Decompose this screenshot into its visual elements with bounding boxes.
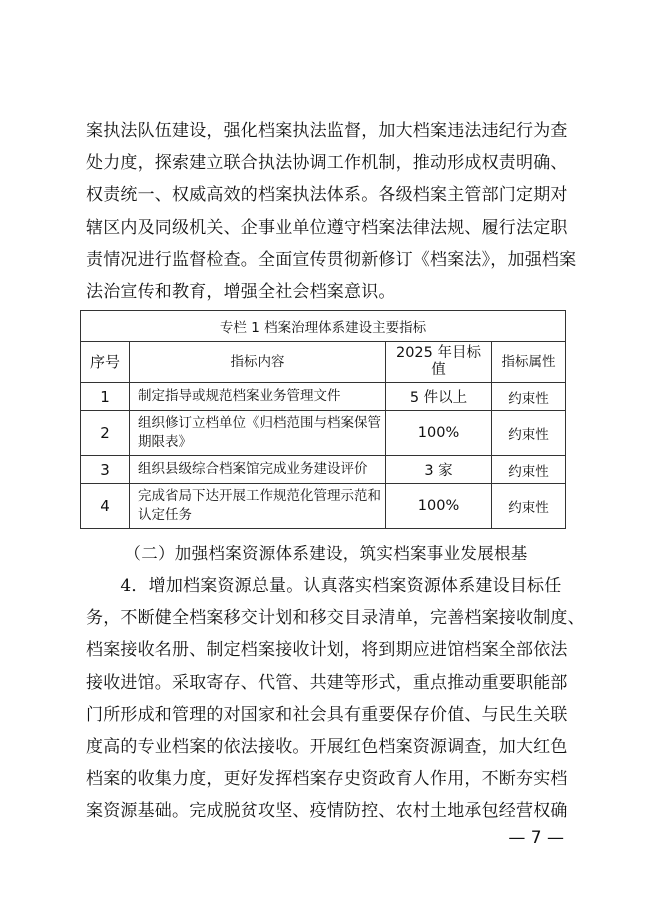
text-line: 门所形成和管理的对国家和社会具有重要保存价值、与民生关联 [86,704,568,725]
section-subheading: （二）加强档案资源体系建设，筑实档案事业发展根基 [124,544,528,563]
row-content: 完成省局下达开展工作规范化管理示范和认定任务 [130,484,386,529]
table-row [81,383,566,411]
row-content: 组织修订立档单位《归档范围与档案保管期限表》 [130,411,386,456]
text-line: 辖区内及同级机关、企事业单位遵守档案法律法规、履行法定职 [86,217,568,238]
text-line: 档案接收名册、制定档案接收计划，将到期应进馆档案全部依法 [86,640,568,661]
row-target: 100% [386,484,492,529]
body-paragraph-1 [86,115,577,308]
text-line: 4．增加档案资源总量。认真落实档案资源体系建设目标任 [86,576,562,596]
header-target: 2025 年目标值 [386,342,492,383]
text-line: 档案的收集力度，更好发挥档案存史资政育人作用，不断夯实档 [86,769,568,790]
text-line: 务，不断健全档案移交计划和移交目录清单，完善档案接收制度、 [86,608,585,629]
header-attr: 指标属性 [492,342,566,383]
text-line: 权责统一、权威高效的档案执法体系。各级档案主管部门定期对 [86,185,568,206]
header-content: 指标内容 [130,342,386,383]
row-attr: 约束性 [492,456,566,484]
row-no: 4 [81,484,130,529]
row-attr: 约束性 [492,484,566,529]
text-line: 案执法队伍建设，强化档案执法监督，加大档案违法违纪行为查 [86,121,568,141]
text-line: 案资源基础。完成脱贫攻坚、疫情防控、农村土地承包经营权确 [86,801,568,822]
text-line: 法治宣传和教育，增强全社会档案意识。 [86,282,396,303]
body-paragraph-2 [86,570,585,828]
table-row [81,411,566,456]
text-line: 责情况进行监督检查。全面宣传贯彻新修订《档案法》，加强档案 [86,249,577,270]
row-no: 3 [81,456,130,484]
row-attr: 约束性 [492,411,566,456]
page-number: — 7 — [508,828,564,848]
table-row [81,456,566,484]
row-target: 3 家 [386,456,492,484]
text-line: 度高的专业档案的依法接收。开展红色档案资源调查，加大红色 [86,737,568,758]
row-target: 5 件以上 [386,383,492,411]
row-content: 组织县级综合档案馆完成业务建设评价 [130,456,386,484]
row-no: 2 [81,411,130,456]
row-content: 制定指导或规范档案业务管理文件 [130,383,386,411]
row-no: 1 [81,383,130,411]
text-line: 接收进馆。采取寄存、代管、共建等形式，重点推动重要职能部 [86,672,568,693]
indicator-table [80,310,566,529]
table-row [81,484,566,529]
row-target: 100% [386,411,492,456]
table-caption: 专栏 1 档案治理体系建设主要指标 [81,311,566,342]
header-no: 序号 [81,342,130,383]
text-line: 处力度，探索建立联合执法协调工作机制，推动形成权责明确、 [86,153,568,174]
row-attr: 约束性 [492,383,566,411]
